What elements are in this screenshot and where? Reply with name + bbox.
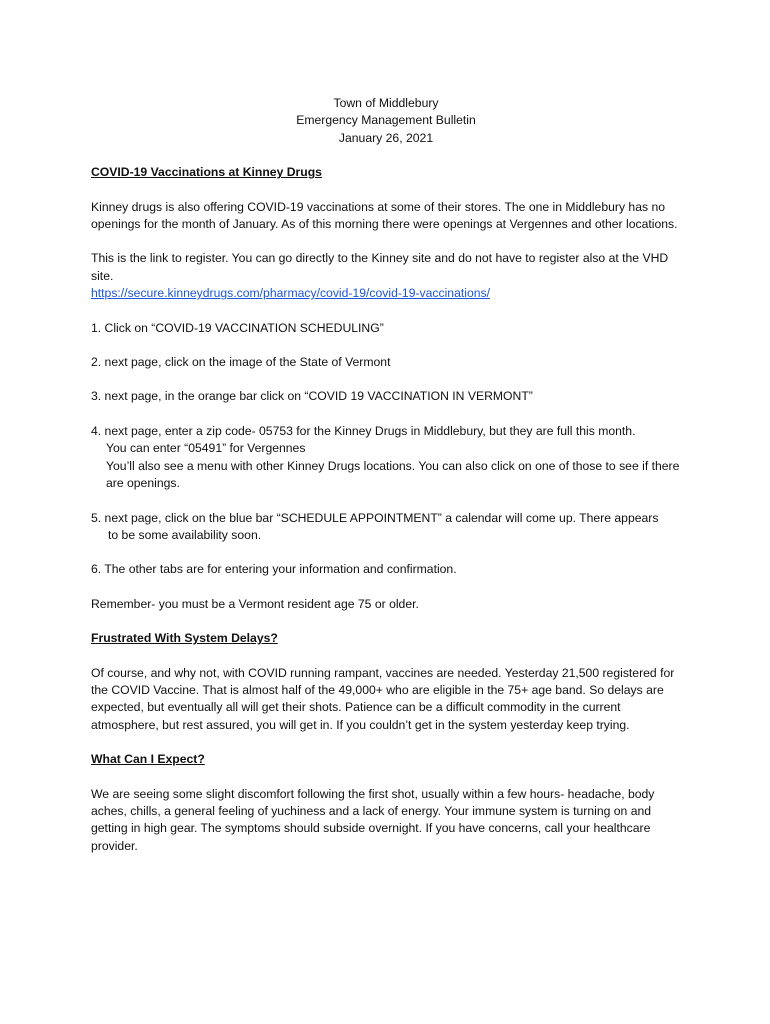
step-5-line-2: to be some availability soon. (108, 527, 262, 542)
step-3: 3. next page, in the orange bar click on “COVID 19 VACCINATION IN VERMONT” (91, 389, 533, 404)
kinney-intro-paragraph: Kinney drugs is also offering COVID-19 vaccinations at some of their stores. The one in Middlebury has no openings for the month of January. As of this morning there were openings at Vergennes and other locations. (91, 199, 678, 232)
section-heading-delays: Frustrated With System Delays? (91, 631, 278, 646)
step-2: 2. next page, click on the image of the State of Vermont (91, 355, 391, 370)
expect-paragraph: We are seeing some slight discomfort following the first shot, usually within a few hours- headache, body aches, chills, a general feeling of yuchiness and a lack of energy. Your immune system is turning on and getting in high gear. The symptoms should subside overnight. If you have concerns, call your healthcare provider. (91, 786, 655, 853)
remember-note: Remember- you must be a Vermont resident age 75 or older. (91, 596, 419, 611)
section-heading-expect: What Can I Expect? (91, 752, 205, 767)
step-4-line-3: You’ll also see a menu with other Kinney Drugs locations. You can also click on one of those to see if there are openings. (106, 458, 680, 491)
delays-paragraph: Of course, and why not, with COVID running rampant, vaccines are needed. Yesterday 21,500 registered for the COVID Vaccine. That is almost half of the 49,000+ who are eligible in the 75+ age band. So delays are expected, but eventually all will get their shots. Patience can be a difficult commodity in the current atmosphere, but rest assured, you will get in. If you couldn’t get in the system yesterday keep trying. (91, 665, 675, 732)
register-text: This is the link to register. You can go directly to the Kinney site and do not have to register also at the VHD site. (91, 251, 669, 283)
step-6: 6. The other tabs are for entering your information and confirmation. (91, 562, 457, 577)
kinney-registration-link[interactable]: https://secure.kinneydrugs.com/pharmacy/covid-19/covid-19-vaccinations/ (91, 286, 490, 301)
step-5-line-1: 5. next page, click on the blue bar “SCHEDULE APPOINTMENT” a calendar will come up. There appears (91, 510, 659, 525)
step-4 (91, 423, 681, 493)
section-heading-kinney: COVID-19 Vaccinations at Kinney Drugs (91, 165, 322, 180)
header-town: Town of Middlebury (333, 96, 439, 110)
header-title: Emergency Management Bulletin (296, 113, 476, 128)
step-4-line-1: 4. next page, enter a zip code- 05753 for the Kinney Drugs in Middlebury, but they are full this month. (91, 423, 636, 438)
bulletin-header (91, 95, 681, 147)
step-4-line-2: You can enter “05491” for Vergennes (106, 441, 306, 456)
step-5 (91, 510, 681, 545)
step-1: 1. Click on “COVID-19 VACCINATION SCHEDULING” (91, 320, 384, 335)
register-paragraph (91, 250, 681, 302)
document-body (91, 95, 681, 872)
header-date: January 26, 2021 (338, 130, 434, 145)
